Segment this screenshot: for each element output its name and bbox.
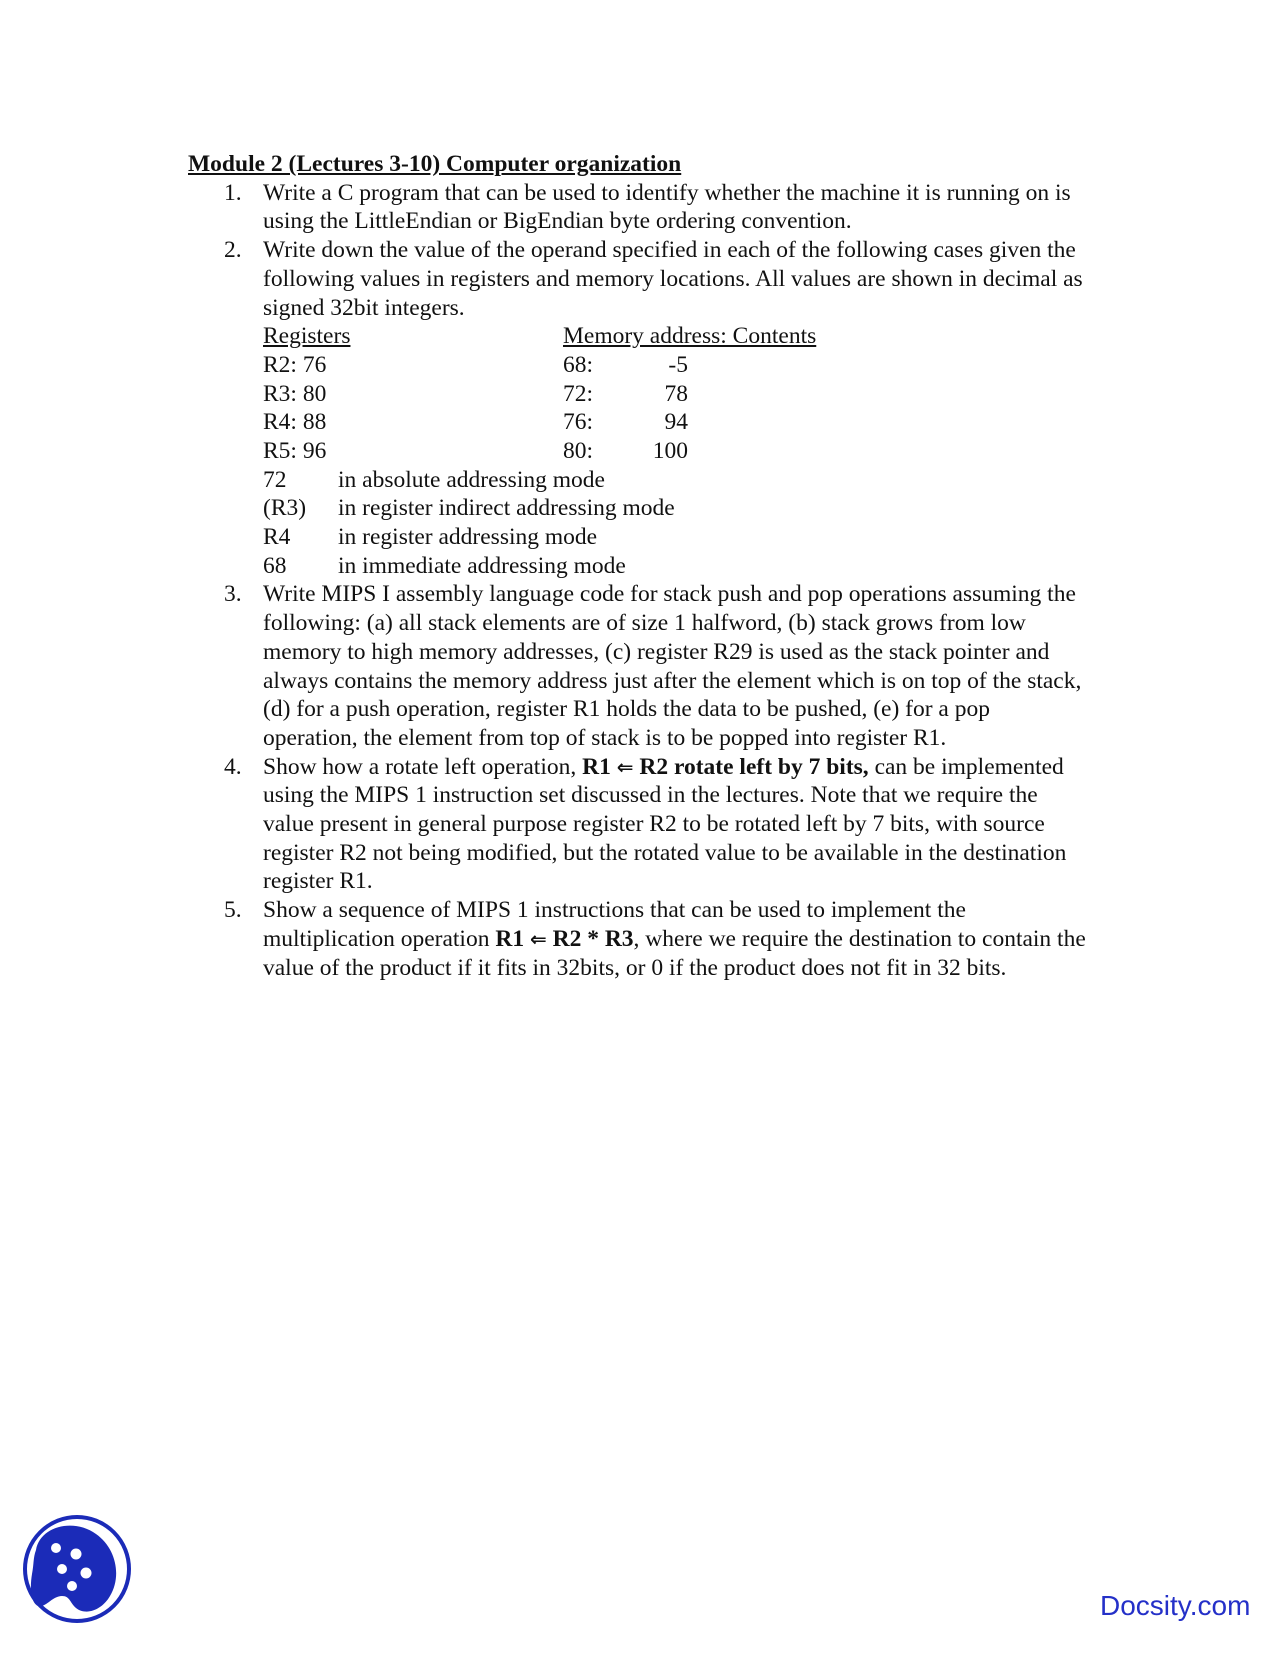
document-body xyxy=(188,150,1088,982)
table-row xyxy=(263,437,1088,466)
register-value: R3: 80 xyxy=(263,380,327,407)
question-5 xyxy=(188,896,1088,982)
memory-address: 68: xyxy=(563,351,594,378)
operand: 72 xyxy=(263,466,287,493)
question-text-after: , where we require the destination to contain the value of the product if it fits in 32bits, or 0 if the product does not fit in 32 bits. xyxy=(263,925,1086,981)
question-number: 5. xyxy=(224,897,242,924)
memory-contents: 78 xyxy=(664,380,688,407)
question-2 xyxy=(188,236,1088,580)
operand: 68 xyxy=(263,552,287,579)
table-header-row xyxy=(263,322,1088,351)
destination-register: R1 xyxy=(495,925,525,952)
memory-address: 76: xyxy=(563,409,594,436)
mode-row xyxy=(263,552,1088,581)
memory-contents: 100 xyxy=(652,437,688,464)
addressing-mode: in register addressing mode xyxy=(338,524,598,551)
addressing-mode: in register indirect addressing mode xyxy=(338,495,675,522)
memory-contents: -5 xyxy=(668,351,688,378)
question-list xyxy=(188,179,1088,983)
operand: R4 xyxy=(263,524,291,551)
left-arrow-icon: ⇐ xyxy=(529,926,547,951)
question-number: 2. xyxy=(224,237,242,264)
question-text-before: Show how a rotate left operation, xyxy=(263,753,577,780)
left-arrow-icon: ⇐ xyxy=(616,754,634,779)
destination-register: R1 xyxy=(582,753,611,780)
register-value: R2: 76 xyxy=(263,351,327,378)
mode-row xyxy=(263,523,1088,552)
table-row xyxy=(263,408,1088,437)
operand: (R3) xyxy=(263,495,307,522)
table-row xyxy=(263,351,1088,380)
question-text: Write a C program that can be used to identify whether the machine it is running on is using the LittleEndian or BigEndian byte ordering convention. xyxy=(263,179,1071,235)
table-row xyxy=(263,380,1088,409)
question-text-after: can be implemented using the MIPS 1 instruction set discussed in the lectures. Note that we require the value present in general purpose register R2 to be rotated left by 7 bits, with source register R2 not being modified, but the rotated value to be available in the destination register R1. xyxy=(263,753,1067,895)
memory-address: 72: xyxy=(563,380,594,407)
question-text: Write down the value of the operand specified in each of the following cases given the following values in registers and memory locations. All values are shown in decimal as signed 32bit integers. xyxy=(263,237,1083,321)
docsity-logo-icon[interactable] xyxy=(22,1512,132,1626)
mode-row xyxy=(263,494,1088,523)
question-1 xyxy=(188,179,1088,236)
register-memory-table xyxy=(263,322,1088,580)
memory-address: 80: xyxy=(563,437,594,464)
question-number: 4. xyxy=(224,753,242,780)
addressing-mode: in immediate addressing mode xyxy=(338,552,626,579)
mode-row xyxy=(263,466,1088,495)
rotate-expression: R2 rotate left by 7 bits, xyxy=(639,753,869,780)
question-3 xyxy=(188,580,1088,752)
question-4 xyxy=(188,753,1088,897)
question-text-before: Show a sequence of MIPS 1 instructions that can be used to implement the multiplication operation xyxy=(263,897,966,952)
addressing-mode: in absolute addressing mode xyxy=(338,466,605,493)
multiply-expression: R2 * R3 xyxy=(552,925,634,952)
memory-contents: 94 xyxy=(664,409,688,436)
register-value: R5: 96 xyxy=(263,437,327,464)
register-value: R4: 88 xyxy=(263,409,327,436)
question-number: 3. xyxy=(224,581,242,608)
question-text: Write MIPS I assembly language code for stack push and pop operations assuming the following: (a) all stack elements are of size 1 halfword, (b) stack grows from low memory to high memory addresses, (c) register R29 is used as the stack pointer and always contains the memory address just after the element which is on top of the stack, (d) for a push operation, register R1 holds the data to be pushed, (e) for a pop operation, the element from top of stack is to be popped into register R1. xyxy=(263,581,1082,751)
memory-header: Memory address: Contents xyxy=(563,323,817,350)
question-number: 1. xyxy=(224,179,242,206)
docsity-brand-link[interactable]: Docsity.com xyxy=(1100,1590,1251,1621)
document-title: Module 2 (Lectures 3-10) Computer organization xyxy=(188,151,682,177)
registers-header: Registers xyxy=(263,323,351,350)
